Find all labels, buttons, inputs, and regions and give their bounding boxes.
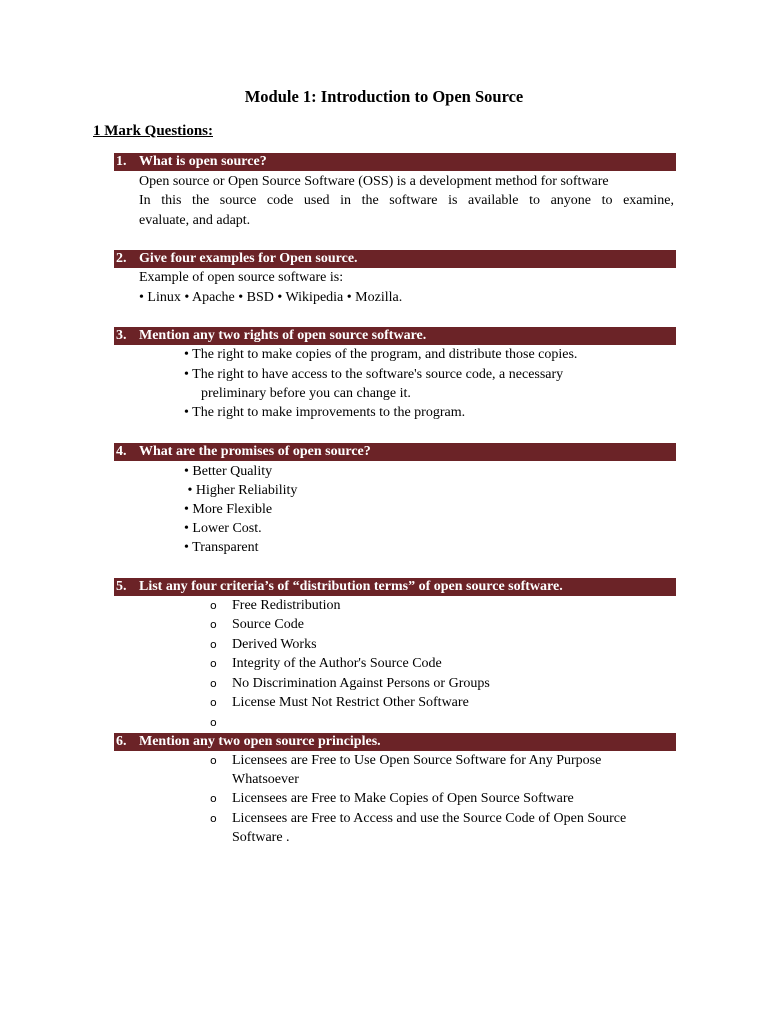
answer-line: • Better Quality (184, 464, 273, 479)
list-item-text: Licensees are Free to Make Copies of Open Source Software (232, 791, 574, 806)
circle-bullet-icon: o (210, 657, 217, 670)
page-title: Module 1: Introduction to Open Source (244, 87, 524, 106)
question-text: List any four criteria’s of “distribution terms” of open source software. (139, 579, 563, 594)
answer-line: • Lower Cost. (184, 521, 262, 536)
question-text: Mention any two open source principles. (139, 734, 381, 749)
question-number: 4. (116, 444, 127, 459)
circle-bullet-icon: o (210, 638, 217, 651)
question-text: Give four examples for Open source. (139, 251, 358, 266)
circle-bullet-icon: o (210, 696, 217, 709)
list-item-text: Source Code (232, 617, 304, 632)
question-bar-2 (114, 250, 676, 268)
answer-line: • Linux • Apache • BSD • Wikipedia • Mozilla. (139, 290, 403, 305)
answer-line: • Transparent (184, 540, 259, 555)
circle-bullet-icon: o (210, 677, 217, 690)
list-item-text: Licensees are Free to Access and use the Source Code of Open Source (232, 811, 627, 826)
circle-bullet-icon: o (210, 716, 217, 729)
list-item-text: Free Redistribution (232, 598, 341, 613)
answer-line: evaluate, and adapt. (139, 213, 251, 228)
list-item-text: Derived Works (232, 637, 317, 652)
question-bar-1 (114, 153, 676, 171)
answer-line: • More Flexible (184, 502, 273, 517)
answer-line: • The right to make improvements to the program. (184, 405, 466, 420)
answer-line: • The right to have access to the software's source code, a necessary (184, 367, 564, 382)
answer-line: In this the source code used in the software is available to anyone to examine, (139, 193, 674, 208)
answer-line: • Higher Reliability (184, 483, 298, 498)
circle-bullet-icon: o (210, 618, 217, 631)
list-item-continuation: Software . (232, 830, 290, 845)
question-number: 5. (116, 579, 127, 594)
list-item-text: Integrity of the Author's Source Code (232, 656, 442, 671)
list-item-text: No Discrimination Against Persons or Groups (232, 676, 490, 691)
question-number: 6. (116, 734, 127, 749)
circle-bullet-icon: o (210, 599, 217, 612)
question-number: 2. (116, 251, 127, 266)
circle-bullet-icon: o (210, 792, 217, 805)
list-item-text: Licensees are Free to Use Open Source Software for Any Purpose (232, 753, 602, 768)
question-bar-4 (114, 443, 676, 461)
question-text: What are the promises of open source? (139, 444, 371, 459)
answer-line: preliminary before you can change it. (201, 386, 411, 401)
circle-bullet-icon: o (210, 754, 217, 767)
list-item-text: License Must Not Restrict Other Software (232, 695, 469, 710)
section-heading: 1 Mark Questions: (93, 123, 213, 139)
circle-bullet-icon: o (210, 812, 217, 825)
question-bar-6 (114, 733, 676, 751)
question-number: 1. (116, 154, 127, 169)
list-item-continuation: Whatsoever (232, 772, 299, 787)
question-bar-3 (114, 327, 676, 345)
question-text: Mention any two rights of open source software. (139, 328, 427, 343)
question-text: What is open source? (139, 154, 267, 169)
answer-line: • The right to make copies of the program, and distribute those copies. (184, 347, 578, 362)
answer-line: Example of open source software is: (139, 270, 344, 285)
answer-line: Open source or Open Source Software (OSS) is a development method for software (139, 174, 609, 189)
question-number: 3. (116, 328, 127, 343)
question-bar-5 (114, 578, 676, 596)
